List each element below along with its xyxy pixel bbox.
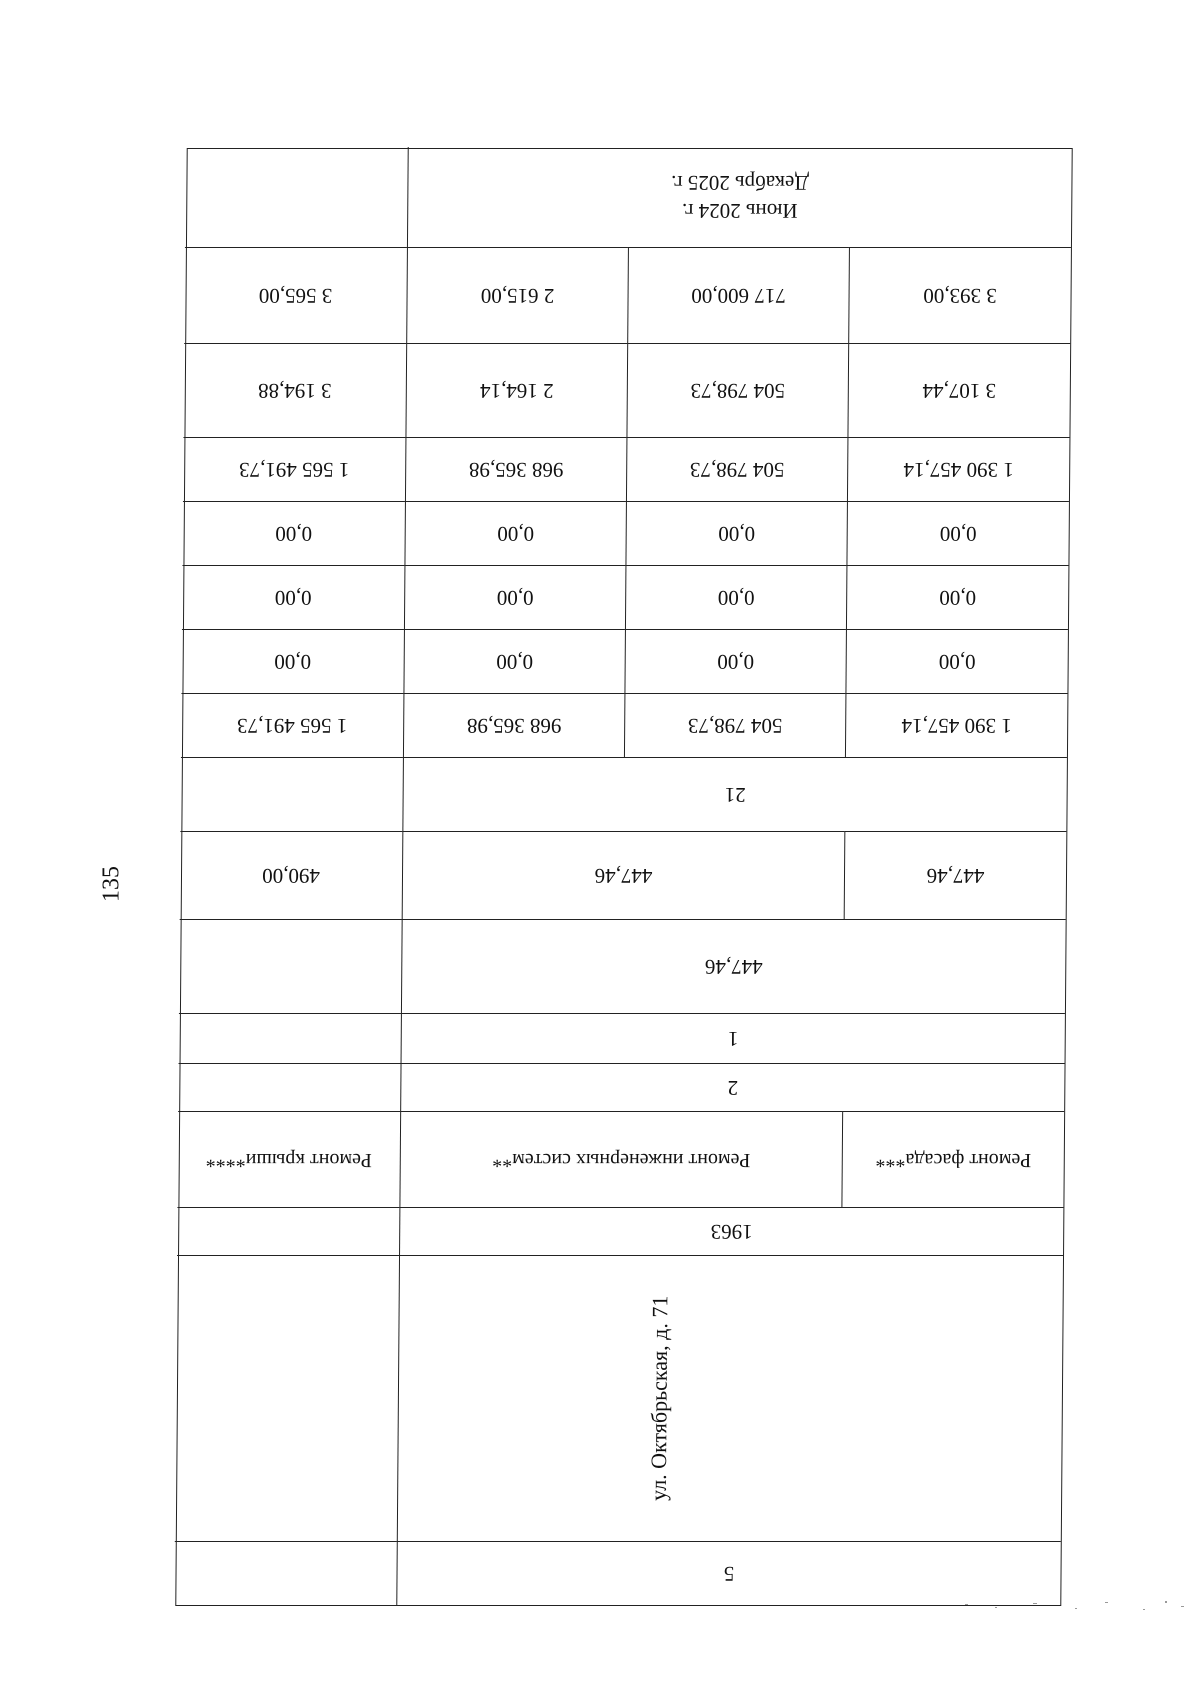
total-cost-cell: 504 798,73 bbox=[624, 693, 846, 757]
limit-cost-cell: 717 600,00 bbox=[627, 247, 849, 343]
limit-cost-cell: 3 565,00 bbox=[184, 247, 407, 343]
zero-value-cell: 0,00 bbox=[625, 501, 847, 565]
zero-value-cell: 0,00 bbox=[846, 565, 1069, 629]
unit-cost-cell: 504 798,73 bbox=[626, 343, 848, 437]
zero-value-cell: 0,00 bbox=[181, 629, 404, 693]
zero-value-cell: 0,00 bbox=[404, 501, 626, 565]
area-roof-cell: 490,00 bbox=[180, 831, 403, 919]
zero-value-cell: 0,00 bbox=[845, 629, 1068, 693]
total-cost-cell: 968 365,98 bbox=[403, 693, 625, 757]
repair-schedule-table-wrapper bbox=[175, 148, 1072, 1606]
total-cost-cell: 504 798,73 bbox=[626, 437, 848, 501]
unit-cost-cell: 3 194,88 bbox=[183, 343, 406, 437]
area-engineering-cell: 447,46 bbox=[402, 831, 845, 919]
column-1-value: 1 bbox=[401, 1013, 1065, 1063]
total-cost-cell: 1 565 491,73 bbox=[183, 437, 406, 501]
total-cost-cell: 1 390 457,14 bbox=[847, 437, 1070, 501]
zero-value-cell: 0,00 bbox=[182, 501, 405, 565]
address-cell: ул. Октябрьская, д. 71 bbox=[397, 1255, 1063, 1541]
build-year-cell: 1963 bbox=[399, 1207, 1063, 1255]
column-2-value: 2 bbox=[400, 1063, 1064, 1111]
total-cost-cell: 1 565 491,73 bbox=[181, 693, 404, 757]
zero-value-cell: 0,00 bbox=[624, 629, 846, 693]
limit-cost-cell: 2 615,00 bbox=[406, 247, 628, 343]
row-number-cell: 5 bbox=[396, 1541, 1061, 1605]
total-area-cell: 447,46 bbox=[401, 919, 1066, 1013]
zero-value-cell: 0,00 bbox=[846, 501, 1069, 565]
page-number: 135 bbox=[98, 866, 125, 902]
area-facade-cell: 447,46 bbox=[844, 831, 1067, 919]
empty-cell bbox=[178, 1063, 400, 1111]
unit-cost-cell: 2 164,14 bbox=[405, 343, 627, 437]
total-cost-cell: 968 365,98 bbox=[405, 437, 627, 501]
empty-cell bbox=[179, 919, 402, 1013]
count-cell: 21 bbox=[402, 757, 1067, 831]
zero-value-cell: 0,00 bbox=[625, 565, 847, 629]
empty-cell bbox=[179, 1013, 401, 1063]
empty-cell bbox=[180, 757, 403, 831]
work-type-engineering-systems: Ремонт инженерных систем** bbox=[399, 1111, 842, 1207]
zero-value-cell: 0,00 bbox=[404, 565, 626, 629]
zero-value-cell: 0,00 bbox=[403, 629, 625, 693]
work-type-facade: Ремонт фасада*** bbox=[841, 1111, 1064, 1207]
repair-schedule-table bbox=[175, 148, 1072, 1606]
work-type-roof: Ремонт крыши**** bbox=[177, 1111, 400, 1207]
empty-cell bbox=[177, 1207, 399, 1255]
empty-cell bbox=[185, 147, 408, 247]
zero-value-cell: 0,00 bbox=[182, 565, 405, 629]
limit-cost-cell: 3 393,00 bbox=[848, 247, 1071, 343]
scan-artifact bbox=[955, 1596, 1195, 1616]
total-cost-cell: 1 390 457,14 bbox=[845, 693, 1068, 757]
work-period-cell: Июнь 2024 г. Декабрь 2025 г. bbox=[407, 147, 1072, 247]
empty-cell bbox=[174, 1541, 397, 1605]
empty-cell bbox=[175, 1255, 399, 1541]
unit-cost-cell: 3 107,44 bbox=[847, 343, 1070, 437]
